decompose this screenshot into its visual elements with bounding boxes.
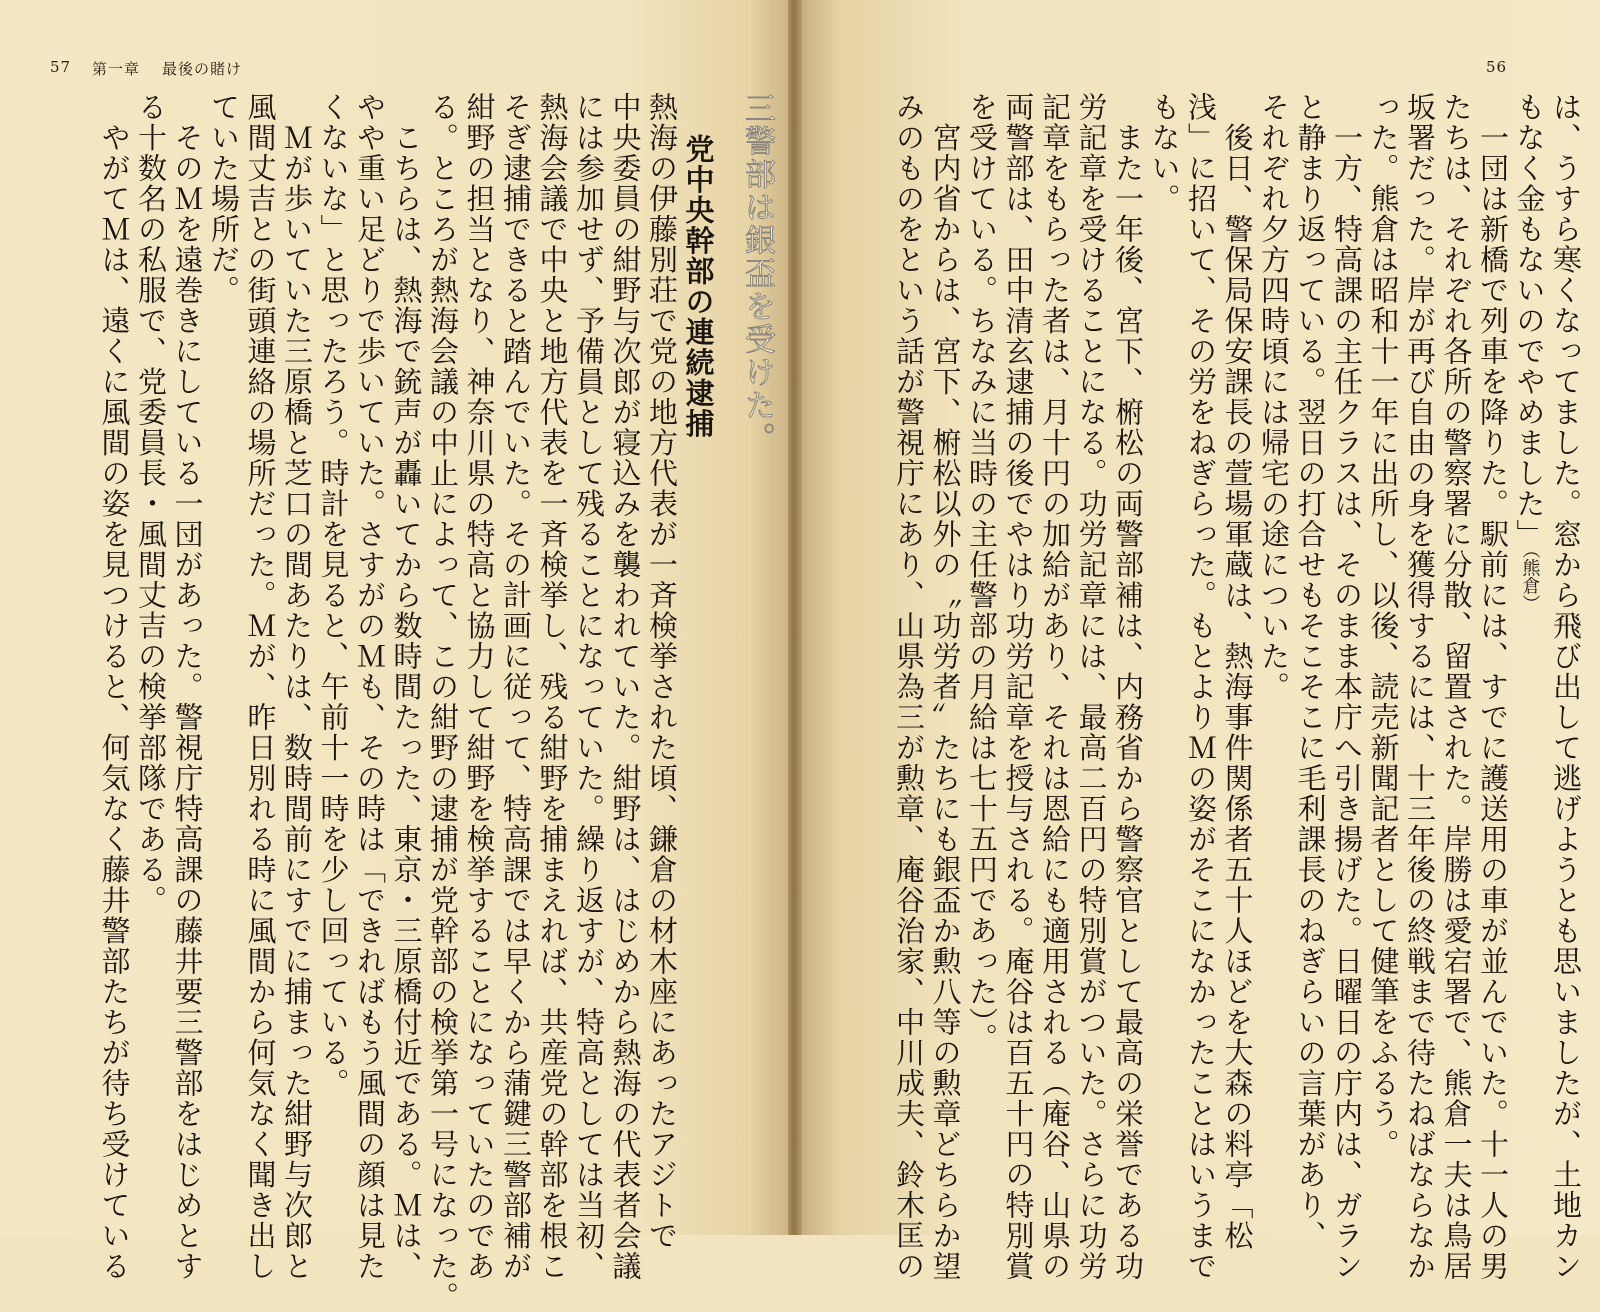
text-line: 浅」に招いて、その労をねぎらった。もとよりＭの姿がそこになかったことはいうまで	[1184, 92, 1218, 1282]
section-caption: 三警部は銀盃を受けた。	[739, 92, 775, 455]
text-line-main: もなく金もないのでやめました」	[1512, 92, 1547, 550]
chapter-title: 最後の賭け	[162, 60, 243, 78]
text-line: には参加せず、予備員として残ることになっていた。繰り返すが、特高としては当初、	[572, 92, 606, 1282]
text-line: 宮内省からは、宮下、椨松以外の〝功労者〟たちにも銀盃か勲八等の勲章どちらか望	[928, 92, 963, 1282]
text-line: 中央委員の紺野与次郎が寝込みを襲われていた。紺野は、はじめから熱海の代表者会議	[608, 92, 643, 1282]
page-number: 57	[50, 58, 72, 76]
text-line: る十数名の私服で、党委員長・風間丈吉の検挙部隊である。	[134, 92, 168, 916]
text-line: 熱海会議で中央と地方代表を一斉検挙し、残る紺野を捕まえれば、共産党の幹部を根こ	[535, 92, 570, 1282]
chapter-label: 第一章	[92, 60, 141, 78]
text-line: 一方、特高課の主任クラスは、そのまま本庁へ引き揚げた。日曜日の庁内は、ガラン	[1330, 92, 1364, 1282]
right-page	[800, 0, 1600, 1282]
left-page	[0, 0, 788, 1312]
text-line: った。熊倉は昭和十一年に出所し、以後、読売新聞記者として健筆をふるう。	[1366, 92, 1401, 1160]
text-line: と静まり返っている。翌日の打合せもそこそこに毛利課長のねぎらいの言葉があり、	[1293, 92, 1328, 1251]
text-line-main: は、うすら寒くなってました。窓から飛び出して逃げようとも思いましたが、土地カン	[1549, 92, 1583, 1282]
page-number: 56	[1486, 58, 1508, 76]
text-line: そのＭを遠巻きにしている一団があった。警視庁特高課の藤井要三警部をはじめとす	[170, 92, 205, 1282]
text-line: こちらは、熱海で銃声が轟いてから数時間たった、東京・三原橋付近である。Ｍは、	[389, 92, 424, 1282]
text-line: たちは、それぞれ各所の警察署に分散、留置された。岸勝は愛宕署で、熊倉一夫は鳥居	[1439, 92, 1474, 1282]
text-line: 風間丈吉との街頭連絡の場所だった。Ｍが、昨日別れる時に風間から何気なく聞き出し	[243, 92, 278, 1282]
text-line: ていた場所だ。	[207, 92, 241, 306]
section-heading: 党中央幹部の連続逮捕	[681, 134, 716, 439]
spacer	[717, 92, 739, 1212]
text-line: みのものをという話が警視庁にあり、山県為三が勲章、庵谷治家、中川成夫、鈴木匡の	[892, 92, 926, 1282]
text-line: くないな」と思ったろう。時計を見ると、午前十一時を少し回っている。	[316, 92, 351, 1099]
text-line	[1511, 92, 1548, 1212]
text-line: 熱海の伊藤別荘で党の地方代表が一斉検挙された頃、鎌倉の材木座にあったアジトで	[645, 92, 679, 1251]
text-line: る。ところが熱海会議の中止によって、この紺野の逮捕が党幹部の検挙第一号になった。	[426, 92, 460, 1312]
text-line: を受けている。ちなみに当時の主任警部の月給は七十五円であった）。	[965, 92, 999, 1054]
book-spine	[786, 0, 802, 1235]
text-line: 一団は新橋で列車を降りた。駅前には、すでに護送用の車が並んでいた。十一人の男	[1476, 92, 1510, 1282]
source-note: （熊倉）	[1519, 549, 1541, 613]
text-line: それぞれ夕方四時頃には帰宅の途についた。	[1257, 92, 1291, 702]
text-line: 紺野の担当となり、神奈川県の特高と協力して紺野を検挙することになっていたのであ	[462, 92, 497, 1282]
text-line: そぎ逮捕できると踏んでいた。その計画に従って、特高課では早くから蒲鍵三警部補が	[499, 92, 533, 1282]
text-line: 両警部は、田中清玄逮捕の後でやはり功労記章を授与される。庵谷は百五十円の特別賞	[1001, 92, 1036, 1282]
text-line: 記章をもらった者は、月十円の加給があり、それは恩給にも適用される（庵谷、山県の	[1038, 92, 1072, 1282]
text-line: 後日、警保局保安課長の萱場軍蔵は、熱海事件関係者五十人ほどを大森の料亭「松	[1220, 92, 1255, 1251]
text-line: やがてＭは、遠くに風間の姿を見つけると、何気なく藤井警部たちが待ち受けている	[97, 92, 132, 1282]
text-line: やや重い足どりで歩いていた。さすがのＭも、その時は「できればもう風間の顔は見た	[353, 92, 387, 1282]
text-line: 坂署だった。岸が再び自由の身を獲得するには、十三年後の終戦まで待たねばならなか	[1403, 92, 1437, 1282]
body-text	[97, 92, 775, 1312]
text-line: また一年後、宮下、椨松の両警部補は、内務省から警察官として最高の栄誉である功	[1111, 92, 1145, 1282]
text-line: もない。	[1147, 92, 1182, 214]
body-text	[820, 92, 1584, 1282]
text-line: 労記章を受けることになる。功労記章には、最高二百円の特別賞がついた。さらに功労	[1074, 92, 1109, 1282]
text-line	[1548, 92, 1585, 1282]
text-line: Ｍが歩いていた三原橋と芝口の間あたりは、数時間前にすでに捕まった紺野与次郎と	[280, 92, 314, 1282]
